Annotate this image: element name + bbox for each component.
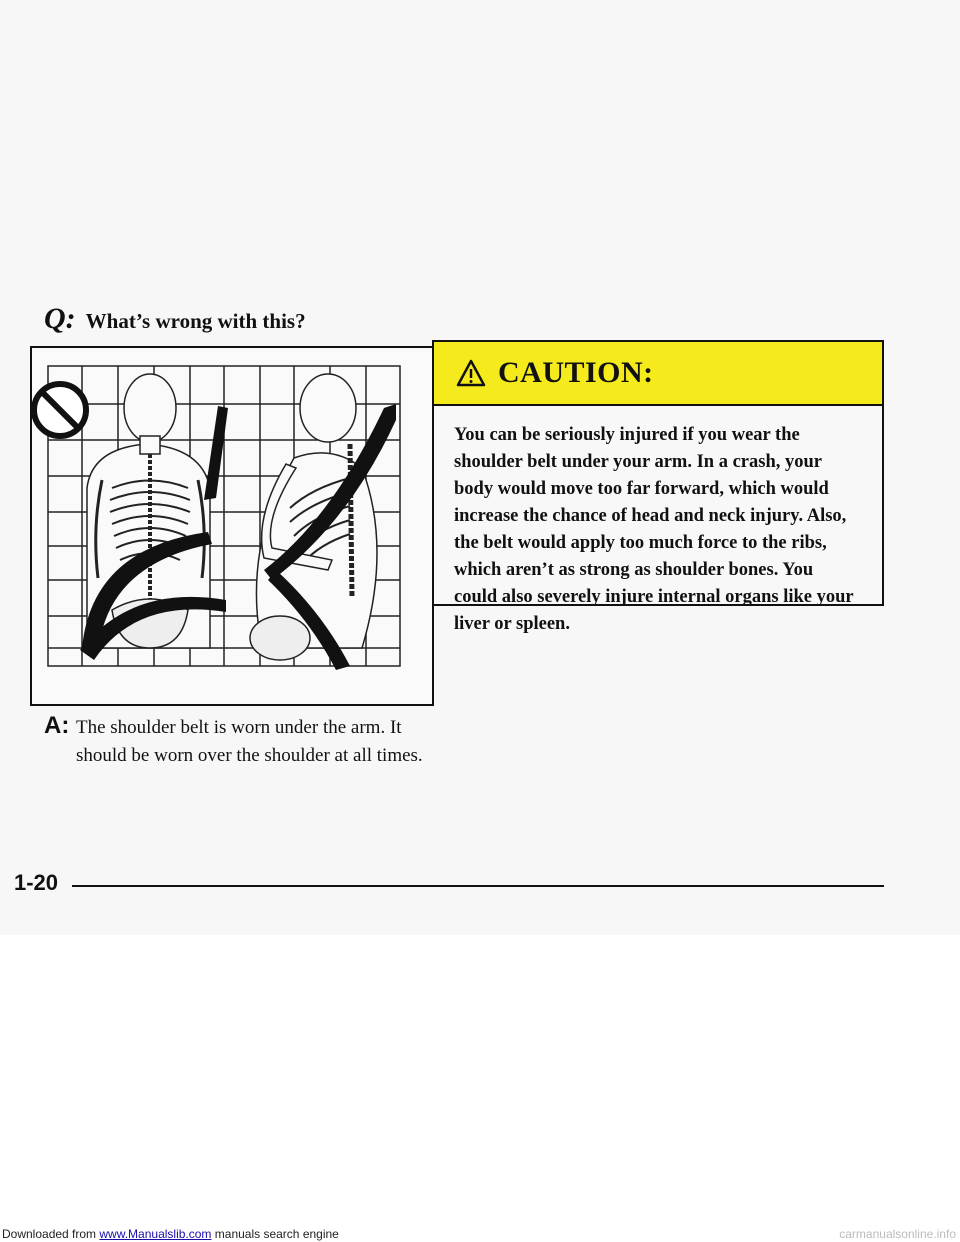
question-letter: Q:	[44, 302, 76, 335]
download-credit	[0, 1227, 339, 1241]
caution-header	[434, 342, 882, 406]
skeleton-seatbelt-drawing	[32, 348, 432, 704]
answer-block	[44, 712, 444, 770]
page-number: 1-20	[14, 870, 59, 895]
question-text: What’s wrong with this?	[85, 309, 306, 333]
caution-title: CAUTION:	[498, 356, 654, 389]
caution-box	[432, 340, 884, 634]
answer-text: The shoulder belt is worn under the arm. It should be worn over the shoulder at all times.	[76, 717, 423, 766]
warning-triangle-icon	[456, 359, 486, 387]
question-heading	[44, 302, 306, 336]
download-prefix: Downloaded from	[2, 1227, 100, 1241]
watermark-text: carmanualsonline.info	[839, 1227, 956, 1241]
answer-letter: A:	[44, 712, 70, 739]
side-skeleton	[250, 374, 396, 670]
page-footer	[14, 870, 884, 900]
manualslib-link[interactable]: www.Manualslib.com	[99, 1227, 212, 1241]
front-skeleton	[80, 374, 228, 660]
seatbelt-illustration	[30, 346, 434, 706]
no-symbol-icon	[34, 384, 86, 436]
download-suffix: manuals search engine	[211, 1227, 339, 1241]
caution-text: You can be seriously injured if you wear the shoulder belt under your arm. In a crash, your body would move too far forward, which would increase the chance of head and neck injury. Also, the belt would apply too much force to the ribs, which aren’t as strong as shoulder bones. You could also severely injure internal organs like your liver or spleen.	[454, 425, 854, 634]
footer-rule	[72, 885, 884, 887]
download-bar	[0, 1226, 960, 1242]
